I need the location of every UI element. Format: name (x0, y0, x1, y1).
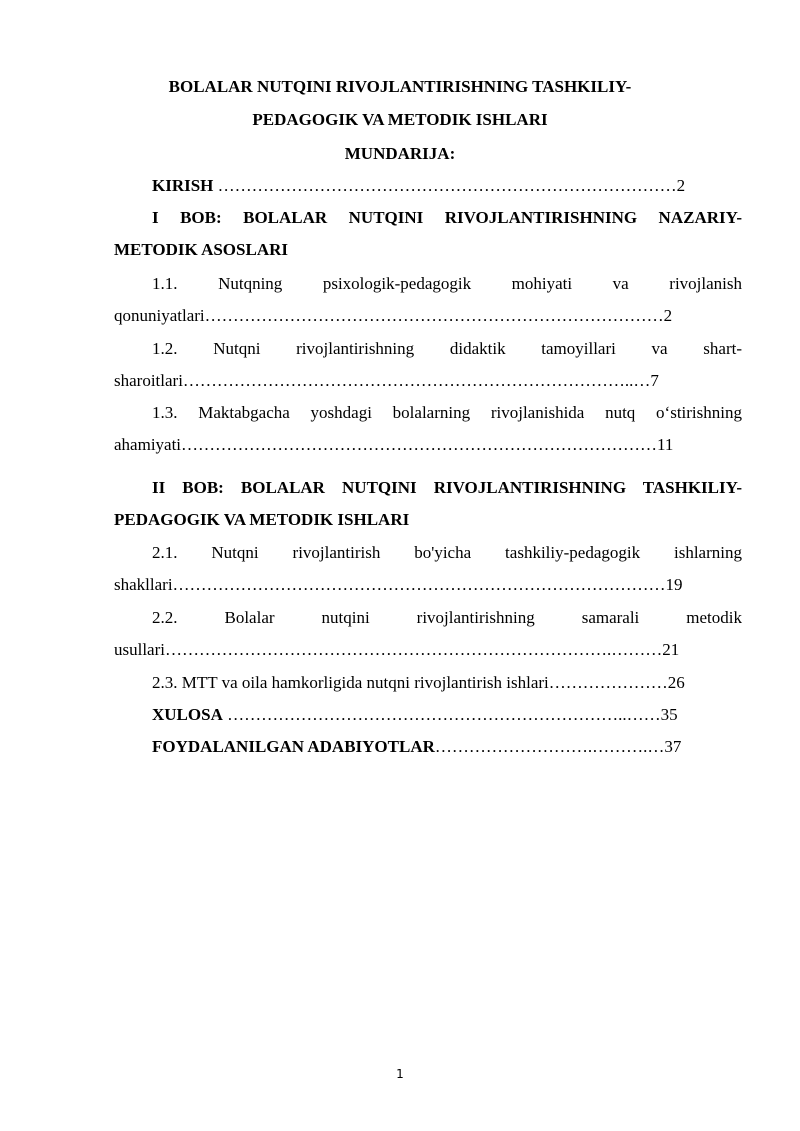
toc-adabiyotlar-dots: ……………………….……….…37 (434, 737, 682, 756)
page-number: 1 (396, 1067, 404, 1081)
toc-chapter1-heading-line1: I BOB: BOLALAR NUTQINI RIVOJLANTIRISHNING NAZARIY- (152, 208, 742, 227)
toc-section-2-1-line2: shakllari……………………………………………………………………………19 (114, 575, 683, 594)
document-title-line-2: PEDAGOGIK VA METODIK ISHLARI (252, 110, 548, 129)
toc-section-1-3-line2: ahamiyati…………………………………………………………………………11 (114, 435, 674, 454)
toc-entry-xulosa (152, 705, 678, 725)
toc-kirish-dots: ………………………………………………………………………2 (213, 176, 686, 195)
toc-section-2-2-line2: usullari…………………………………………………………………….………21 (114, 640, 680, 659)
toc-adabiyotlar-label: FOYDALANILGAN ADABIYOTLAR (152, 737, 435, 756)
toc-section-1-2-line2: sharoitlari……………………………………………………………………..…7 (114, 371, 659, 390)
toc-chapter2-heading-line2: PEDAGOGIK VA METODIK ISHLARI (114, 510, 410, 529)
toc-section-2-3: 2.3. MTT va oila hamkorligida nutqni rivojlantirish ishlari…………………26 (152, 673, 685, 692)
contents-heading: MUNDARIJA: (344, 144, 456, 163)
toc-section-1-1-line2: qonuniyatlari………………………………………………………………………2 (114, 306, 673, 325)
toc-section-2-1-line1: 2.1. Nutqni rivojlantirish bo'yicha tashkiliy-pedagogik ishlarning (152, 543, 742, 562)
toc-chapter2-heading-line1: II BOB: BOLALAR NUTQINI RIVOJLANTIRISHNING TASHKILIY- (152, 478, 742, 497)
toc-entry-kirish (152, 176, 685, 196)
toc-section-1-2-line1: 1.2. Nutqni rivojlantirishning didaktik tamoyillari va shart- (152, 339, 742, 358)
toc-xulosa-dots: ……………………………………………………………..……35 (222, 705, 678, 724)
toc-kirish-label: KIRISH (152, 176, 214, 195)
toc-chapter1-heading-line2: METODIK ASOSLARI (114, 240, 288, 259)
document-title-line-1: BOLALAR NUTQINI RIVOJLANTIRISHNING TASHKILIY- (168, 77, 632, 96)
toc-section-1-1-line1: 1.1. Nutqning psixologik-pedagogik mohiyati va rivojlanish (152, 274, 742, 293)
toc-entry-adabiyotlar (152, 737, 681, 757)
toc-section-1-3-line1: 1.3. Maktabgacha yoshdagi bolalarning rivojlanishida nutq o‘stirishning (152, 403, 742, 422)
toc-xulosa-label: XULOSA (152, 705, 223, 724)
toc-section-2-2-line1: 2.2. Bolalar nutqini rivojlantirishning samarali metodik (152, 608, 742, 627)
